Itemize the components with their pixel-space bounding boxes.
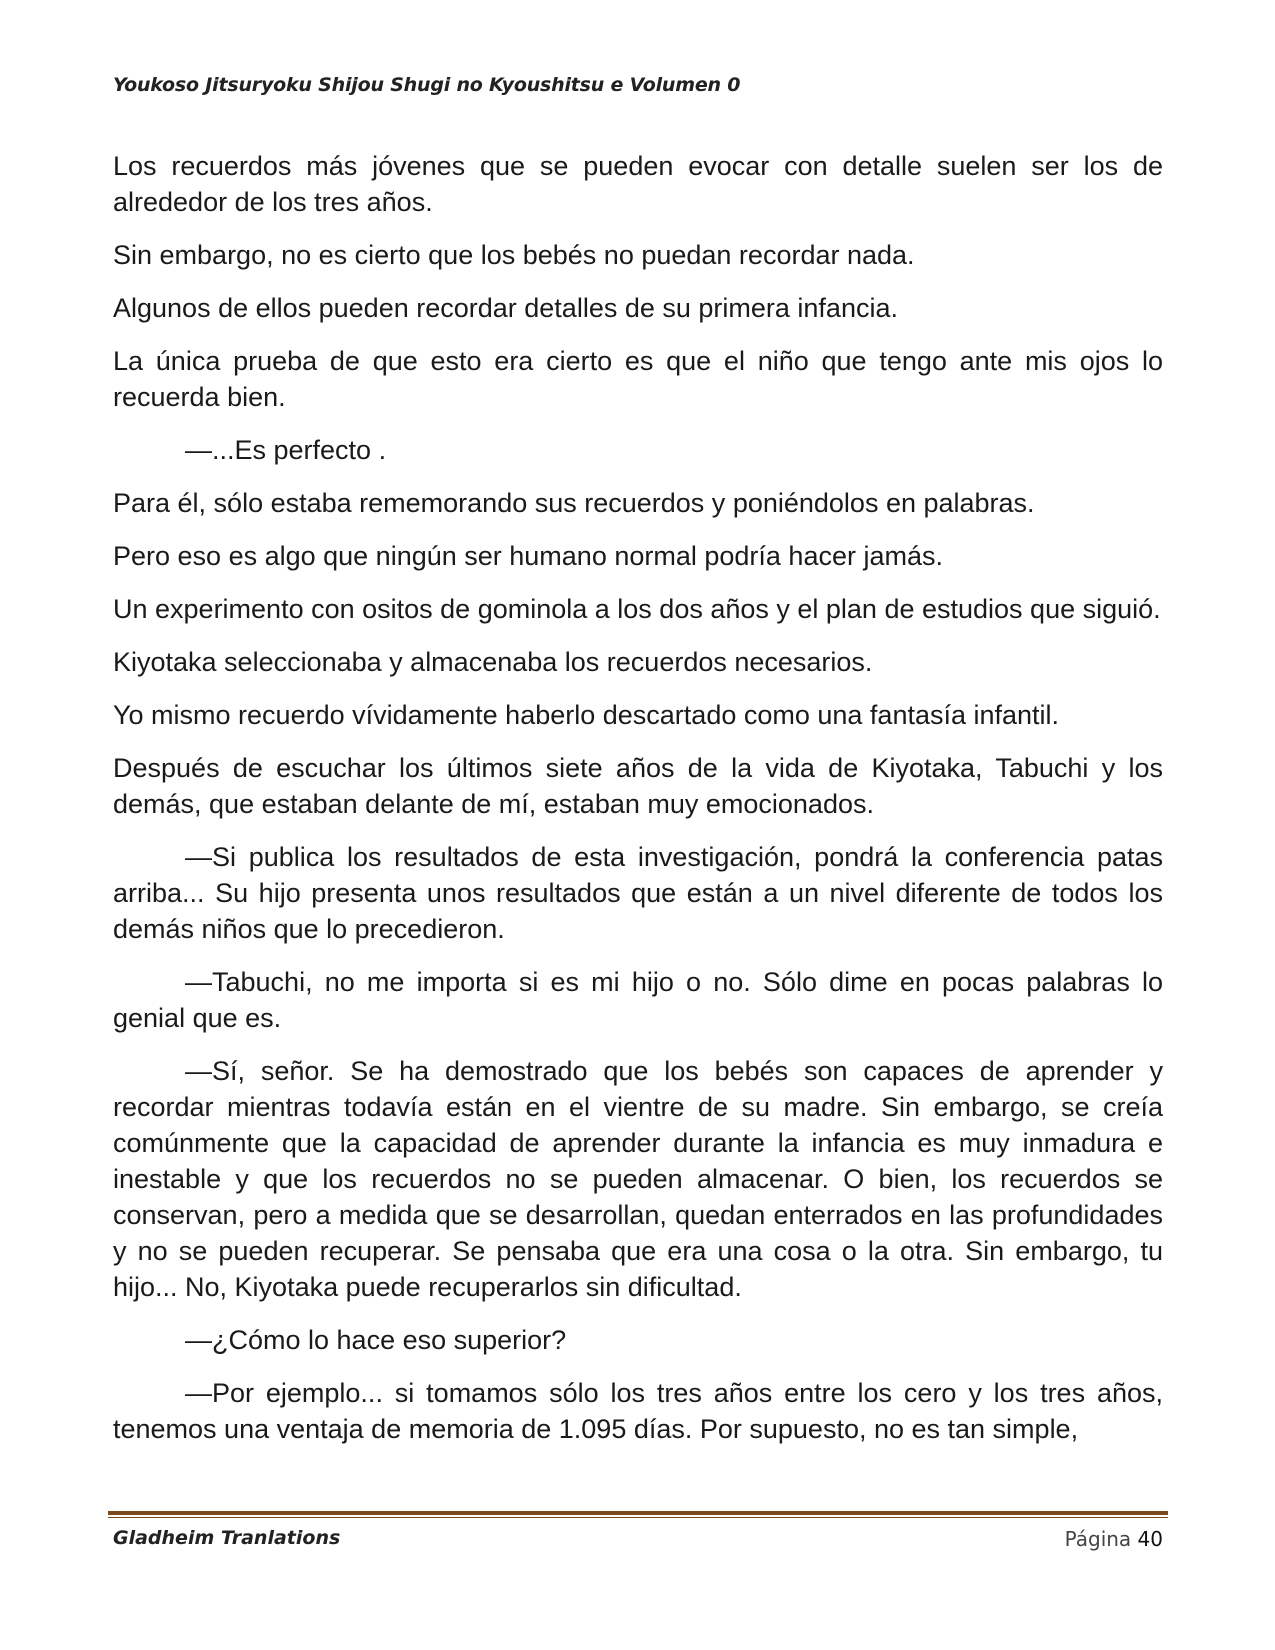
page-label: Página xyxy=(1064,1527,1132,1551)
paragraph: Algunos de ellos pueden recordar detalles de su primera infancia. xyxy=(113,293,898,323)
dialog-paragraph: —...Es perfecto . xyxy=(185,435,387,465)
footer-publisher: Gladheim Tranlations xyxy=(113,1527,341,1549)
paragraph: Los recuerdos más jóvenes que se pueden evocar con detalle suelen ser los de alrededor de los tres años. xyxy=(113,151,1163,217)
paragraph: La única prueba de que esto era cierto es que el niño que tengo ante mis ojos lo recuerda bien. xyxy=(113,346,1163,412)
dialog-paragraph: —Si publica los resultados de esta investigación, pondrá la conferencia patas arriba... Su hijo presenta unos resultados que están a un nivel diferente de todos los demás niños que lo precedieron. xyxy=(113,842,1163,944)
paragraph: Yo mismo recuerdo vívidamente haberlo descartado como una fantasía infantil. xyxy=(113,700,1060,730)
page-number: 40 xyxy=(1137,1527,1163,1551)
dialog-paragraph: —Sí, señor. Se ha demostrado que los bebés son capaces de aprender y recordar mientras todavía están en el vientre de su madre. Sin embargo, se creía comúnmente que la capacidad de aprender durante la infancia es muy inmadura e inestable y que los recuerdos no se pueden almacenar. O bien, los recuerdos se conservan, pero a medida que se desarrollan, quedan enterrados en las profundidades y no se pueden recuperar. Se pensaba que era una cosa o la otra. Sin embargo, tu hijo... No, Kiyotaka puede recuperarlos sin dificultad. xyxy=(113,1056,1163,1302)
paragraph: Después de escuchar los últimos siete años de la vida de Kiyotaka, Tabuchi y los demás, que estaban delante de mí, estaban muy emocionados. xyxy=(113,753,1163,819)
paragraph: Un experimento con ositos de gominola a los dos años y el plan de estudios que siguió. xyxy=(113,594,1161,624)
paragraph: Sin embargo, no es cierto que los bebés no puedan recordar nada. xyxy=(113,240,915,270)
page-header-title: Youkoso Jitsuryoku Shijou Shugi no Kyoushitsu e Volumen 0 xyxy=(113,74,741,96)
paragraph: Para él, sólo estaba rememorando sus recuerdos y poniéndolos en palabras. xyxy=(113,488,1035,518)
dialog-paragraph: —Tabuchi, no me importa si es mi hijo o no. Sólo dime en pocas palabras lo genial que es. xyxy=(113,967,1163,1033)
footer-divider-thick xyxy=(108,1511,1168,1515)
footer-page-indicator xyxy=(1065,1527,1163,1551)
footer-divider xyxy=(108,1511,1168,1519)
dialog-paragraph: —Por ejemplo... si tomamos sólo los tres años entre los cero y los tres años, tenemos una ventaja de memoria de 1.095 días. Por supuesto, no es tan simple, xyxy=(113,1378,1163,1444)
dialog-paragraph: —¿Cómo lo hace eso superior? xyxy=(185,1325,567,1355)
footer-divider-thin xyxy=(108,1517,1168,1518)
page-body xyxy=(113,148,1163,1464)
paragraph: Pero eso es algo que ningún ser humano normal podría hacer jamás. xyxy=(113,541,943,571)
paragraph: Kiyotaka seleccionaba y almacenaba los recuerdos necesarios. xyxy=(113,647,873,677)
